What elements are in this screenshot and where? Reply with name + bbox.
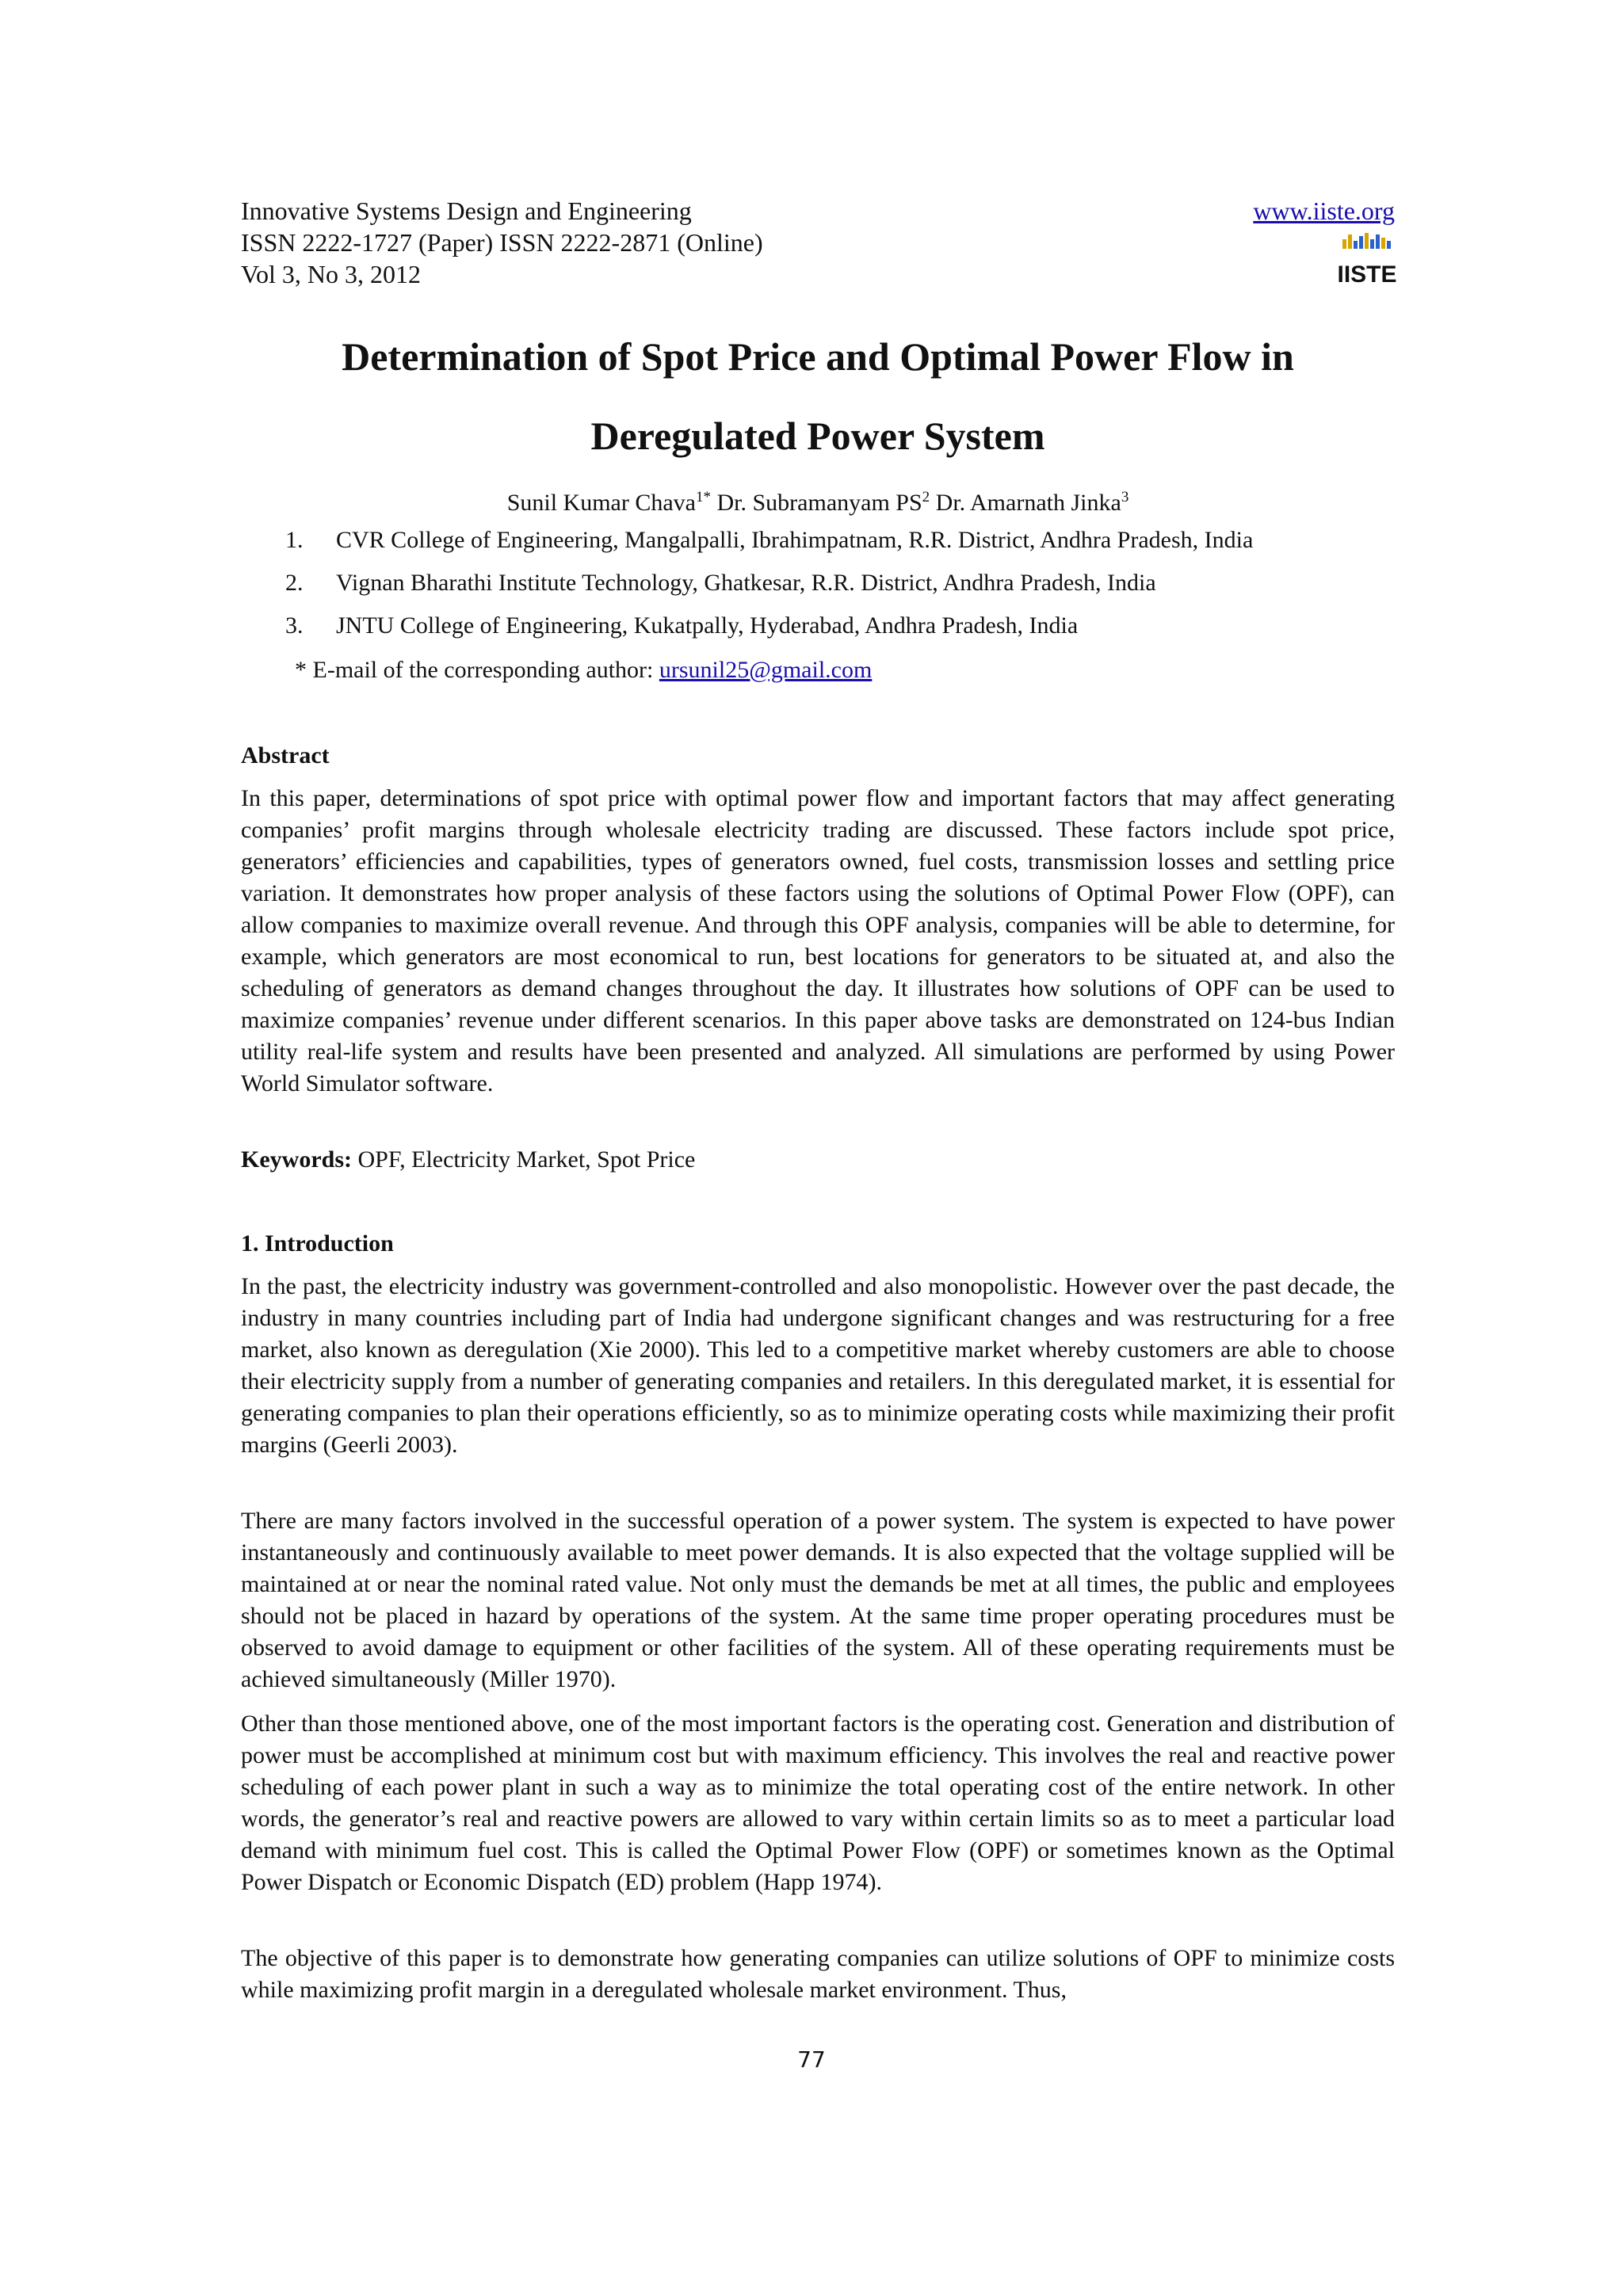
author-2: Dr. Subramanyam PS	[716, 490, 922, 516]
keywords-line	[241, 1144, 695, 1176]
author-2-marker: 2	[922, 489, 930, 505]
affiliation-number: 3.	[285, 612, 304, 639]
corresponding-email	[295, 654, 872, 686]
affiliation-item	[285, 524, 1395, 567]
email-link[interactable]: ursunil25@gmail.com	[659, 657, 873, 683]
affiliation-number: 1.	[285, 527, 304, 553]
affiliation-text: CVR College of Engineering, Mangalpalli, Ibrahimpatnam, R.R. District, Andhra Pradesh, India	[336, 527, 1254, 553]
intro-paragraph-2: There are many factors involved in the successful operation of a power system. The system is expected to have power instantaneously and continuously available to meet power demands. It is also expected that the voltage supplied will be maintained at or near the nominal rated value. Not only must the demands be met at all times, the public and employees should not be placed in hazard by operations of the system. At the same time proper operating procedures must be observed to avoid damage to equipment or other facilities of the system. All of these operating requirements must be achieved simultaneously (Miller 1970).	[241, 1508, 1395, 1692]
journal-issn: ISSN 2222-1727 (Paper) ISSN 2222-2871 (Online)	[241, 228, 763, 257]
affiliation-item	[285, 567, 1395, 610]
page-number: 77	[797, 2046, 826, 2073]
iiste-logo-icon	[1337, 230, 1397, 288]
email-label: * E-mail of the corresponding author:	[295, 657, 659, 683]
intro-paragraph-4: The objective of this paper is to demonstrate how generating companies can utilize solutions of OPF to minimize costs while maximizing profit margin in a deregulated wholesale market environment. Thus,	[241, 1945, 1395, 2003]
introduction-heading: 1. Introduction	[241, 1230, 394, 1257]
title-line-2: Deregulated Power System	[590, 414, 1045, 458]
journal-url-link[interactable]: www.iiste.org	[1253, 196, 1395, 225]
keywords-text: OPF, Electricity Market, Spot Price	[351, 1146, 696, 1173]
author-1-marker: 1*	[696, 489, 711, 505]
logo-text: IISTE	[1337, 261, 1397, 288]
affiliation-list	[285, 524, 1395, 653]
affiliation-text: JNTU College of Engineering, Kukatpally, Hyderabad, Andhra Pradesh, India	[336, 612, 1079, 639]
intro-paragraph-1: In the past, the electricity industry was government-controlled and also monopolistic. However over the past decade, the industry in many countries including part of India had undergone significant changes and was restructuring for a free market, also known as deregulation (Xie 2000). This led to a competitive market whereby customers are able to choose their electricity supply from a number of generating companies and retailers. In this deregulated market, it is essential for generating companies to plan their operations efficiently, so as to minimize operating costs while maximizing their profit margins (Geerli 2003).	[241, 1273, 1395, 1458]
author-1: Sunil Kumar Chava	[506, 490, 696, 516]
paper-title	[241, 317, 1395, 475]
keywords-label: Keywords:	[241, 1146, 352, 1173]
affiliation-item	[285, 610, 1395, 653]
abstract-text: In this paper, determinations of spot price with optimal power flow and important factors that may affect generating companies’ profit margins through wholesale electricity trading are discussed. These factors include spot price, generators’ efficiencies and capabilities, types of generators owned, fuel costs, transmission losses and settling price variation. It demonstrates how proper analysis of these factors using the solutions of Optimal Power Flow (OPF), can allow companies to maximize overall revenue. And through this OPF analysis, companies will be able to determine, for example, which generators are most economical to run, best locations for generators to be situated at, and also the scheduling of generators as demand changes throughout the day. It illustrates how solutions of OPF can be used to maximize companies’ revenue under different scenarios. In this paper above tasks are demonstrated on 124-bus Indian utility real-life system and results have been presented and analyzed. All simulations are performed by using Power World Simulator software.	[241, 785, 1395, 1097]
affiliation-number: 2.	[285, 570, 304, 596]
journal-header	[241, 195, 1395, 290]
affiliation-text: Vignan Bharathi Institute Technology, Ghatkesar, R.R. District, Andhra Pradesh, India	[336, 570, 1156, 596]
author-3: Dr. Amarnath Jinka	[935, 490, 1121, 516]
journal-name: Innovative Systems Design and Engineering	[241, 196, 692, 225]
author-3-marker: 3	[1121, 489, 1129, 505]
abstract-heading: Abstract	[241, 742, 330, 769]
title-line-1: Determination of Spot Price and Optimal Power Flow in	[342, 334, 1294, 379]
author-list	[241, 482, 1395, 519]
journal-volume: Vol 3, No 3, 2012	[241, 260, 421, 288]
intro-paragraph-3: Other than those mentioned above, one of the most important factors is the operating cost. Generation and distribution of power must be accomplished at minimum cost but with maximum efficiency. This involves the real and reactive power scheduling of each power plant in such a way as to minimize the total operating cost of the entire network. In other words, the generator’s real and reactive powers are allowed to vary within certain limits so as to meet a particular load demand with minimum fuel cost. This is called the Optimal Power Flow (OPF) or sometimes known as the Optimal Power Dispatch or Economic Dispatch (ED) problem (Happ 1974).	[241, 1711, 1395, 1895]
